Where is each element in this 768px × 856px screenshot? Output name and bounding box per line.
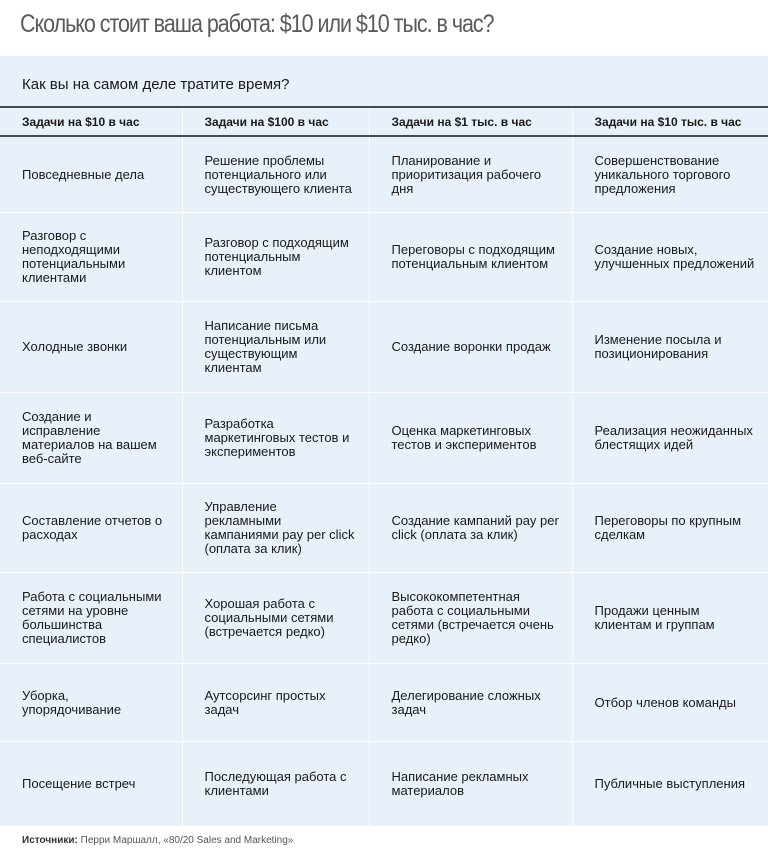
table-row: [0, 136, 768, 213]
table-row: [0, 302, 768, 393]
table-cell: Реализация неожиданных блестящих идей: [572, 393, 768, 484]
table-header-row: [0, 107, 768, 136]
table-cell: Переговоры по крупным сделкам: [572, 484, 768, 573]
table-cell: Планирование и приоритизация рабочего дня: [369, 136, 572, 213]
tasks-table: [0, 106, 768, 827]
table-cell: Создание воронки продаж: [369, 302, 572, 393]
table-row: [0, 664, 768, 742]
table-cell: Разговор с подходящим потенциальным клиентом: [182, 213, 369, 302]
table-cell: Переговоры с подходящим потенциальным клиентом: [369, 213, 572, 302]
table-cell: Отбор членов команды: [572, 664, 768, 742]
table-cell: Написание рекламных материалов: [369, 742, 572, 827]
table-cell: Совершенствование уникального торгового предложения: [572, 136, 768, 213]
table-cell: Продажи ценным клиентам и группам: [572, 573, 768, 664]
source-note: [22, 835, 293, 846]
table-cell: Высококомпетентная работа с социальными сетями (встречается очень редко): [369, 573, 572, 664]
source-label: Источники:: [22, 835, 78, 846]
table-cell: Уборка, упорядочивание: [0, 664, 182, 742]
column-header: Задачи на $100 в час: [182, 107, 369, 136]
page-title: Сколько стоит ваша работа: $10 или $10 тыс. в час?: [20, 10, 494, 38]
table-cell: Разработка маркетинговых тестов и экспериментов: [182, 393, 369, 484]
table-cell: Публичные выступления: [572, 742, 768, 827]
table-cell: Хорошая работа с социальными сетями (встречается редко): [182, 573, 369, 664]
table-cell: Изменение посыла и позиционирования: [572, 302, 768, 393]
table-cell: Повседневные дела: [0, 136, 182, 213]
table-row: [0, 393, 768, 484]
column-header: Задачи на $10 в час: [0, 107, 182, 136]
table-cell: Оценка маркетинговых тестов и экспериментов: [369, 393, 572, 484]
table-cell: Написание письма потенциальным или существующим клиентам: [182, 302, 369, 393]
content-panel: [0, 56, 768, 826]
table-cell: Последующая работа с клиентами: [182, 742, 369, 827]
title-bar: [0, 0, 768, 56]
table-cell: Создание новых, улучшенных предложений: [572, 213, 768, 302]
table-row: [0, 484, 768, 573]
column-header: Задачи на $1 тыс. в час: [369, 107, 572, 136]
column-header: Задачи на $10 тыс. в час: [572, 107, 768, 136]
table-cell: Делегирование сложных задач: [369, 664, 572, 742]
subtitle: Как вы на самом деле тратите время?: [22, 76, 290, 93]
table-row: [0, 742, 768, 827]
table-cell: Составление отчетов о расходах: [0, 484, 182, 573]
table-cell: Создание и исправление материалов на вашем веб-сайте: [0, 393, 182, 484]
table-row: [0, 213, 768, 302]
table-cell: Создание кампаний pay per click (оплата за клик): [369, 484, 572, 573]
table-cell: Решение проблемы потенциального или существующего клиента: [182, 136, 369, 213]
table-row: [0, 573, 768, 664]
table-cell: Аутсорсинг простых задач: [182, 664, 369, 742]
source-text: Перри Маршалл, «80/20 Sales and Marketing»: [80, 835, 294, 846]
table-cell: Управление рекламными кампаниями pay per click (оплата за клик): [182, 484, 369, 573]
table-cell: Разговор с неподходящими потенциальными клиентами: [0, 213, 182, 302]
table-cell: Холодные звонки: [0, 302, 182, 393]
table-cell: Посещение встреч: [0, 742, 182, 827]
table-cell: Работа с социальными сетями на уровне большинства специалистов: [0, 573, 182, 664]
